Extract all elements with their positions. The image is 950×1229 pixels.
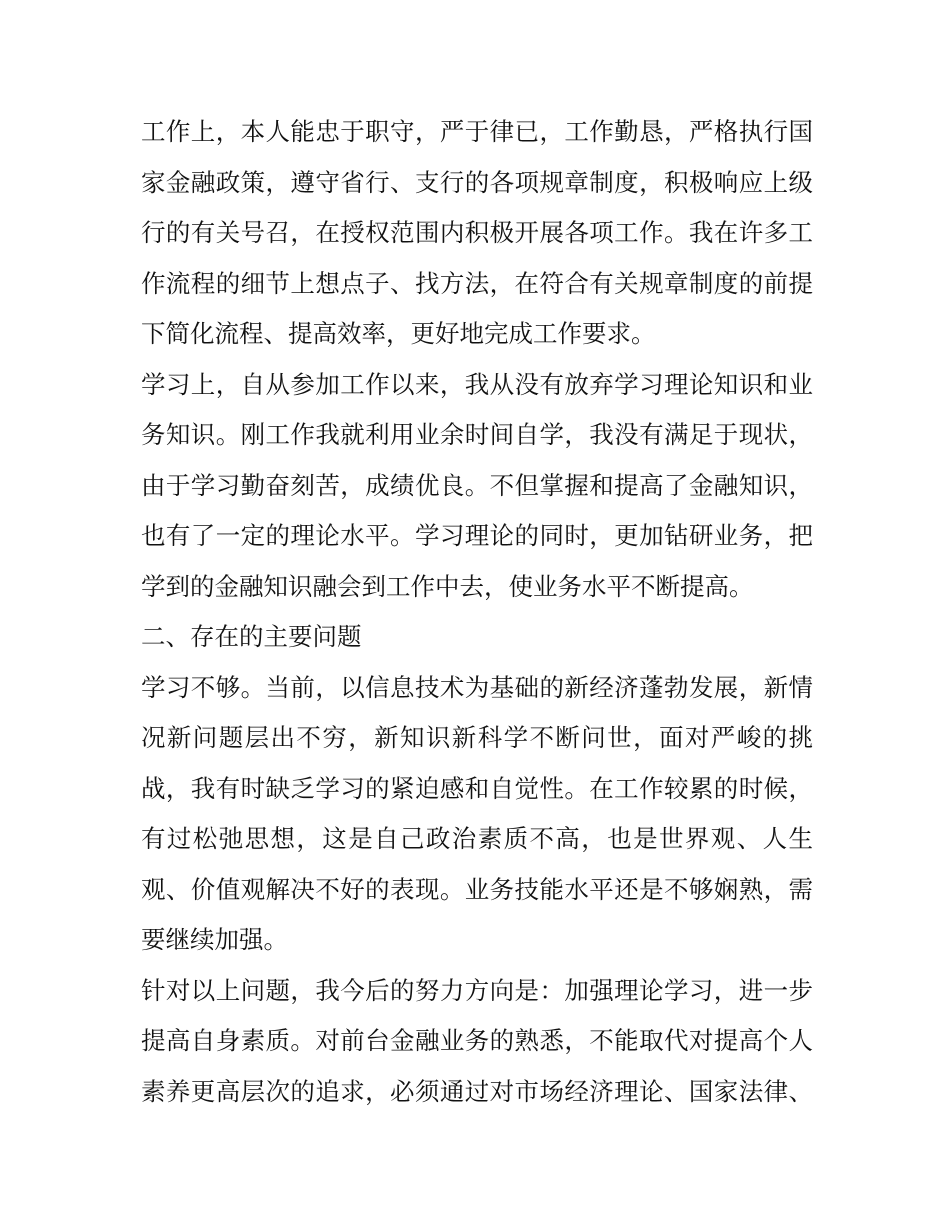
- text-line: 下简化流程、提高效率，更好地完成工作要求。: [141, 319, 656, 348]
- section-heading: 二、存在的主要问题: [141, 622, 362, 651]
- text-line: 素养更高层次的追求，必须通过对市场经济理论、国家法律、: [141, 1076, 813, 1106]
- text-line: 针对以上问题，我今后的努力方向是：加强理论学习，进一步: [141, 975, 813, 1005]
- text-line: 也有了一定的理论水平。学习理论的同时，更加钻研业务，把: [141, 521, 813, 550]
- text-line: 学习上，自从参加工作以来，我从没有放弃学习理论知识和业: [141, 369, 813, 399]
- text-line: 提高自身素质。对前台金融业务的熟悉，不能取代对提高个人: [141, 1026, 813, 1055]
- text-line: 由于学习勤奋刻苦，成绩优良。不但掌握和提高了金融知识，: [141, 470, 813, 500]
- text-line: 有过松弛思想，这是自己政治素质不高，也是世界观、人生: [141, 824, 813, 853]
- text-line: 况新问题层出不穷，新知识新科学不断问世，面对严峻的挑: [141, 723, 813, 752]
- text-line: 学习不够。当前，以信息技术为基础的新经济蓬勃发展，新情: [141, 672, 813, 702]
- text-line: 学到的金融知识融会到工作中去，使业务水平不断提高。: [141, 571, 754, 601]
- document-body: [141, 107, 813, 1117]
- text-line: 家金融政策，遵守省行、支行的各项规章制度，积极响应上级: [141, 167, 813, 197]
- text-line: 工作上，本人能忠于职守，严于律已，工作勤恳，严格执行国: [141, 117, 813, 146]
- text-line: 战，我有时缺乏学习的紧迫感和自觉性。在工作较累的时候，: [141, 773, 813, 803]
- text-line: 作流程的细节上想点子、找方法，在符合有关规章制度的前提: [141, 268, 813, 298]
- text-line: 务知识。刚工作我就利用业余时间自学，我没有满足于现状，: [141, 420, 813, 449]
- text-line: 观、价值观解决不好的表现。业务技能水平还是不够娴熟，需: [141, 874, 813, 904]
- text-line: 行的有关号召，在授权范围内积极开展各项工作。我在许多工: [141, 218, 813, 247]
- text-line: 要继续加强。: [141, 925, 288, 954]
